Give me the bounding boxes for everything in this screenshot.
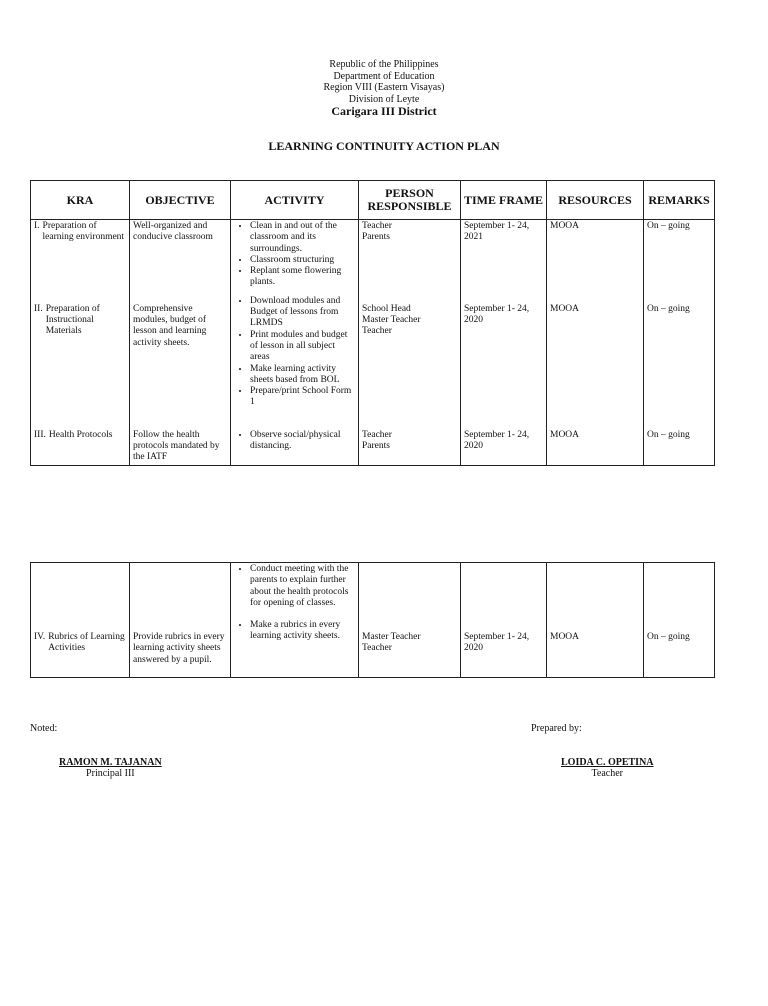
person-cell — [359, 563, 461, 678]
activity-item: • Clean in and out of the classroom and its surroundings. — [250, 221, 355, 255]
action-plan-table-continued — [30, 562, 715, 678]
noted-signatory — [59, 757, 162, 779]
objective-cell: Follow the health protocols mandated by the IATF — [130, 410, 231, 465]
activity-item: • Make learning activity sheets based from BOL — [250, 364, 355, 387]
header-line-region: Region VIII (Eastern Visayas) — [323, 82, 445, 93]
prepared-signatory — [561, 757, 654, 779]
kra-text: Preparation of Instructional Materials — [45, 303, 100, 337]
header-resources: RESOURCES — [547, 181, 644, 220]
document-title: LEARNING CONTINUITY ACTION PLAN — [268, 139, 500, 153]
activity-cell — [231, 410, 359, 465]
person-name: Teacher — [362, 221, 392, 231]
header-activity: ACTIVITY — [231, 181, 359, 220]
kra-text: Health Protocols — [48, 429, 113, 440]
remarks-cell: On – going — [644, 290, 715, 410]
person-name: Master Teacher — [362, 315, 421, 326]
kra-text: Preparation of learning environment — [42, 221, 125, 243]
prepared-by-label: Prepared by: — [531, 723, 582, 734]
person-name: Parents — [362, 232, 390, 243]
kra-cell — [31, 290, 130, 410]
remarks-cell: On – going — [644, 220, 715, 290]
time-frame-cell: September 1- 24, 2021 — [461, 220, 547, 290]
activity-cell — [231, 220, 359, 290]
header-line-division: Division of Leyte — [348, 93, 420, 105]
resources-cell: MOOA — [547, 563, 644, 678]
activity-cell — [231, 563, 359, 678]
header-remarks: REMARKS — [644, 181, 715, 220]
noted-label: Noted: — [30, 723, 58, 734]
activity-item: • Observe social/physical distancing. — [250, 430, 355, 453]
table-row — [31, 563, 715, 678]
activity-item: • Conduct meeting with the parents to explain further about the health protocols for opening of classes. — [250, 564, 355, 609]
remarks-cell: On – going — [644, 563, 715, 678]
time-frame-cell: September 1- 24, 2020 — [461, 563, 547, 678]
header-kra: KRA — [31, 181, 130, 220]
prepared-name: LOIDA C. OPETINA — [561, 757, 654, 768]
time-frame-cell: September 1- 24, 2020 — [461, 290, 547, 410]
kra-cell — [31, 220, 130, 290]
kra-number: I. — [34, 221, 40, 231]
person-name: Teacher — [362, 326, 392, 337]
activity-item: • Classroom structuring — [250, 255, 355, 266]
objective-cell: Provide rubrics in every learning activity sheets answered by a pupil. — [130, 563, 231, 678]
person-cell — [359, 410, 461, 465]
action-plan-table — [30, 180, 715, 466]
header-line-department: Department of Education — [333, 70, 435, 82]
activity-item: • Print modules and budget of lesson in all subject areas — [250, 330, 355, 364]
person-cell — [359, 220, 461, 290]
activity-item: • Replant some flowering plants. — [250, 266, 355, 289]
table-row — [31, 220, 715, 290]
kra-text: Rubrics of Learning Activities — [48, 632, 125, 654]
time-frame-cell: September 1- 24, 2020 — [461, 410, 547, 465]
kra-cell — [31, 410, 130, 465]
person-name: Parents — [362, 441, 390, 452]
activity-item: • Download modules and Budget of lessons from LRMDS — [250, 296, 355, 330]
prepared-role: Teacher — [591, 768, 623, 779]
objective-cell: Comprehensive modules, budget of lesson and learning activity sheets. — [130, 290, 231, 410]
resources-cell: MOOA — [547, 410, 644, 465]
resources-cell: MOOA — [547, 220, 644, 290]
person-cell — [359, 290, 461, 410]
resources-cell: MOOA — [547, 290, 644, 410]
header-district: Carigara III District — [331, 104, 437, 118]
table-header-row — [31, 181, 715, 220]
kra-number: III. — [34, 429, 46, 440]
person-name: School Head — [362, 303, 411, 314]
person-name: Teacher — [362, 429, 392, 440]
activity-item: • Prepare/print School Form 1 — [250, 386, 355, 409]
table-row — [31, 410, 715, 465]
header-person-responsible: PERSON RESPONSIBLE — [359, 181, 461, 220]
header-time-frame: TIME FRAME — [461, 181, 547, 220]
kra-cell — [31, 563, 130, 678]
header-line-republic: Republic of the Philippines — [329, 59, 439, 70]
objective-cell: Well-organized and conducive classroom — [130, 220, 231, 290]
kra-number: II. — [34, 303, 43, 314]
noted-name: RAMON M. TAJANAN — [59, 757, 162, 768]
activity-cell — [231, 290, 359, 410]
person-name: Teacher — [362, 643, 392, 654]
table-row — [31, 290, 715, 410]
person-name: Master Teacher — [362, 632, 421, 642]
kra-number: IV. — [34, 632, 46, 642]
activity-item: • Make a rubrics in every learning activity sheets. — [250, 620, 355, 643]
header-objective: OBJECTIVE — [130, 181, 231, 220]
noted-role: Principal III — [86, 768, 135, 779]
document-header — [0, 59, 768, 118]
remarks-cell: On – going — [644, 410, 715, 465]
